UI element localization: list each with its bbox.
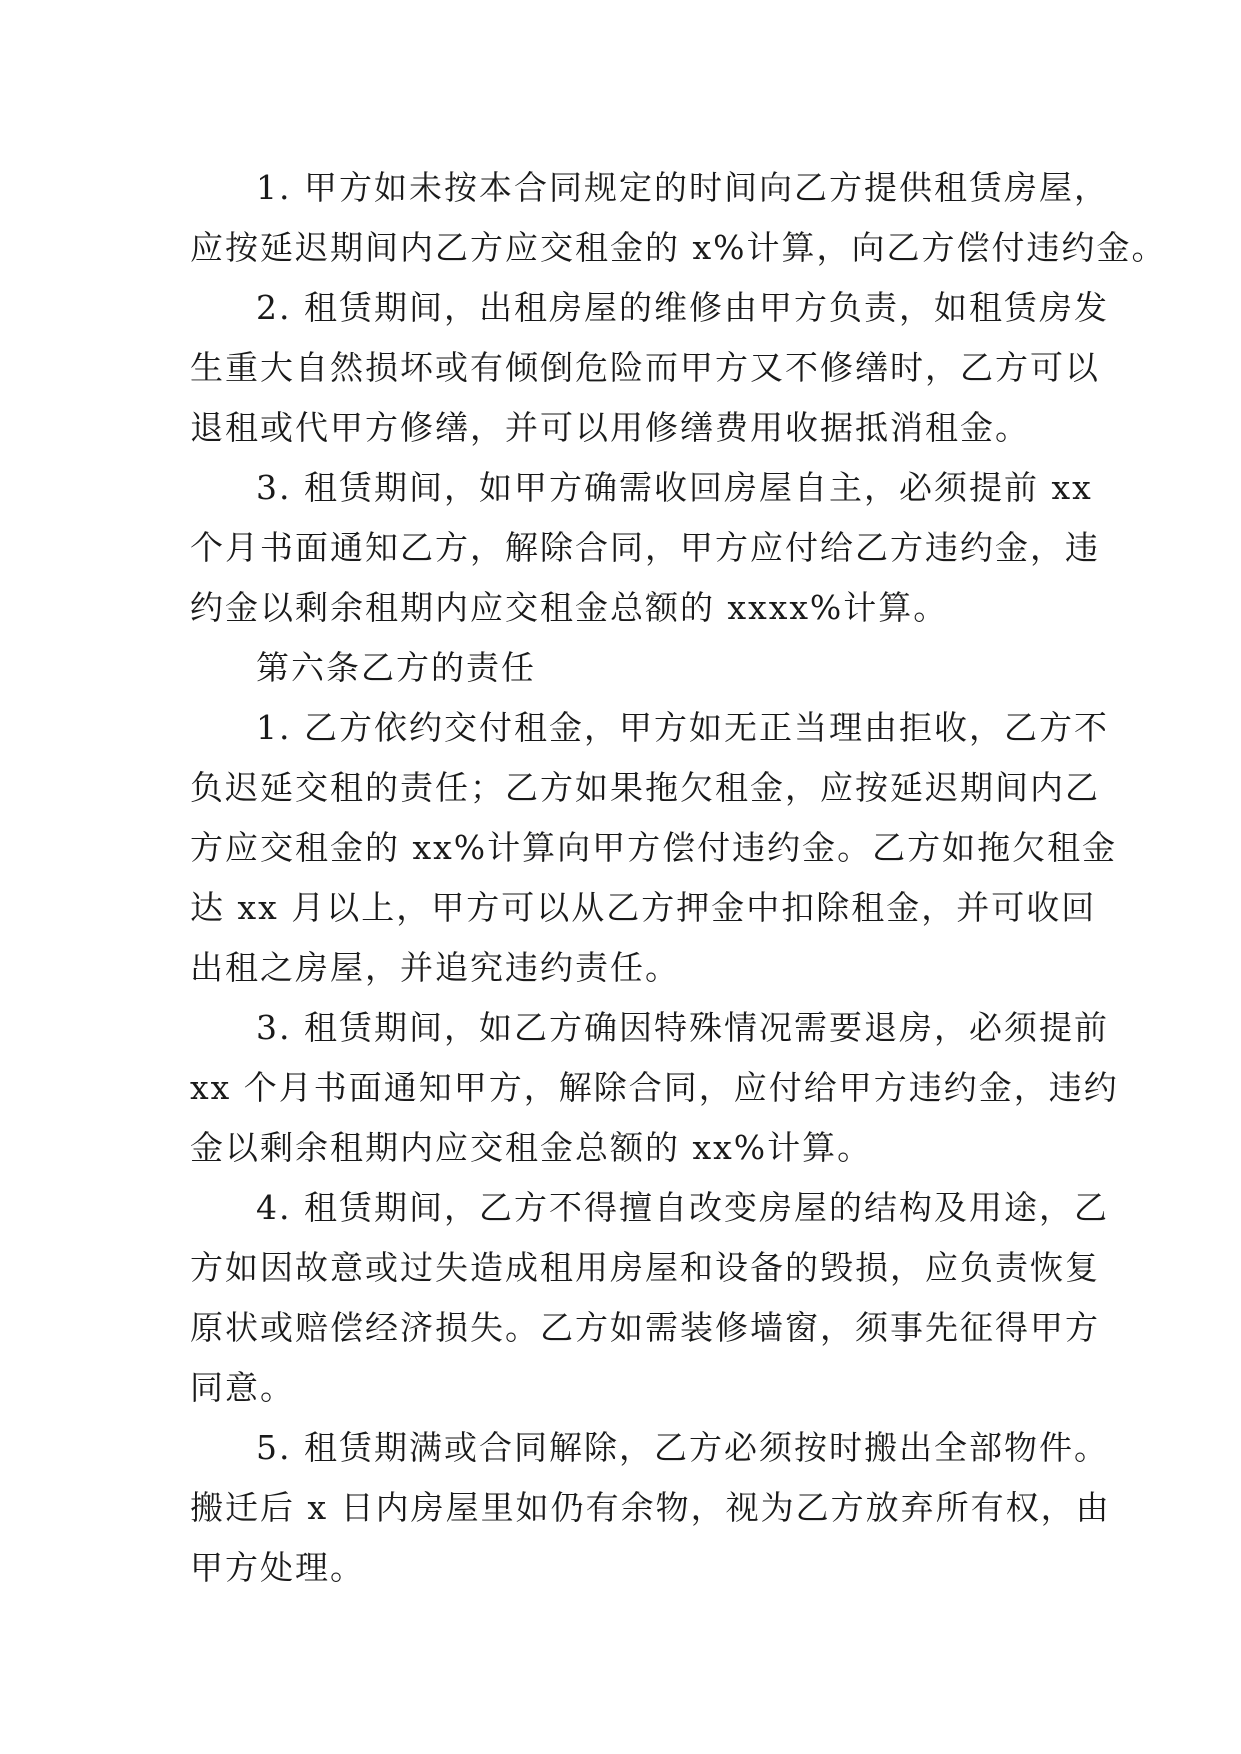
text-line: 方应交租金的 xx%计算向甲方偿付违约金。乙方如拖欠租金 (190, 828, 1118, 867)
text-line: 出租之房屋，并追究违约责任。 (190, 948, 680, 987)
text-line: 3. 租赁期间，如甲方确需收回房屋自主，必须提前 xx (256, 468, 1093, 507)
text-line: 1. 乙方依约交付租金，甲方如无正当理由拒收，乙方不 (256, 708, 1109, 747)
text-line: 达 xx 月以上，甲方可以从乙方押金中扣除租金，并可收回 (190, 888, 1097, 927)
text-line: 2. 租赁期间，出租房屋的维修由甲方负责，如租赁房发 (256, 288, 1109, 327)
text-line: 甲方处理。 (190, 1548, 365, 1587)
document-body (190, 158, 1167, 1598)
text-line: 搬迁后 x 日内房屋里如仍有余物，视为乙方放弃所有权，由 (190, 1488, 1111, 1527)
text-line: 负迟延交租的责任；乙方如果拖欠租金，应按延迟期间内乙 (190, 768, 1100, 807)
text-line: 4. 租赁期间，乙方不得擅自改变房屋的结构及用途，乙 (256, 1188, 1109, 1227)
text-line: 3. 租赁期间，如乙方确因特殊情况需要退房，必须提前 (256, 1008, 1109, 1047)
text-line: 应按延迟期间内乙方应交租金的 x%计算，向乙方偿付违约金。 (190, 228, 1167, 267)
text-line: 方如因故意或过失造成租用房屋和设备的毁损，应负责恢复 (190, 1248, 1100, 1287)
text-line: 同意。 (190, 1368, 295, 1407)
text-line: 第六条乙方的责任 (256, 648, 536, 687)
text-line: xx 个月书面通知甲方，解除合同，应付给甲方违约金，违约 (190, 1068, 1119, 1107)
text-line: 5. 租赁期满或合同解除，乙方必须按时搬出全部物件。 (256, 1428, 1109, 1467)
text-line: 退租或代甲方修缮，并可以用修缮费用收据抵消租金。 (190, 408, 1030, 447)
text-line: 个月书面通知乙方，解除合同，甲方应付给乙方违约金，违 (190, 528, 1100, 567)
text-line: 生重大自然损坏或有倾倒危险而甲方又不修缮时，乙方可以 (190, 348, 1100, 387)
text-line: 原状或赔偿经济损失。乙方如需装修墙窗，须事先征得甲方 (190, 1308, 1100, 1347)
text-line: 金以剩余租期内应交租金总额的 xx%计算。 (190, 1128, 873, 1167)
text-line: 约金以剩余租期内应交租金总额的 xxxx%计算。 (190, 588, 949, 627)
text-line: 1. 甲方如未按本合同规定的时间向乙方提供租赁房屋， (256, 168, 1109, 207)
